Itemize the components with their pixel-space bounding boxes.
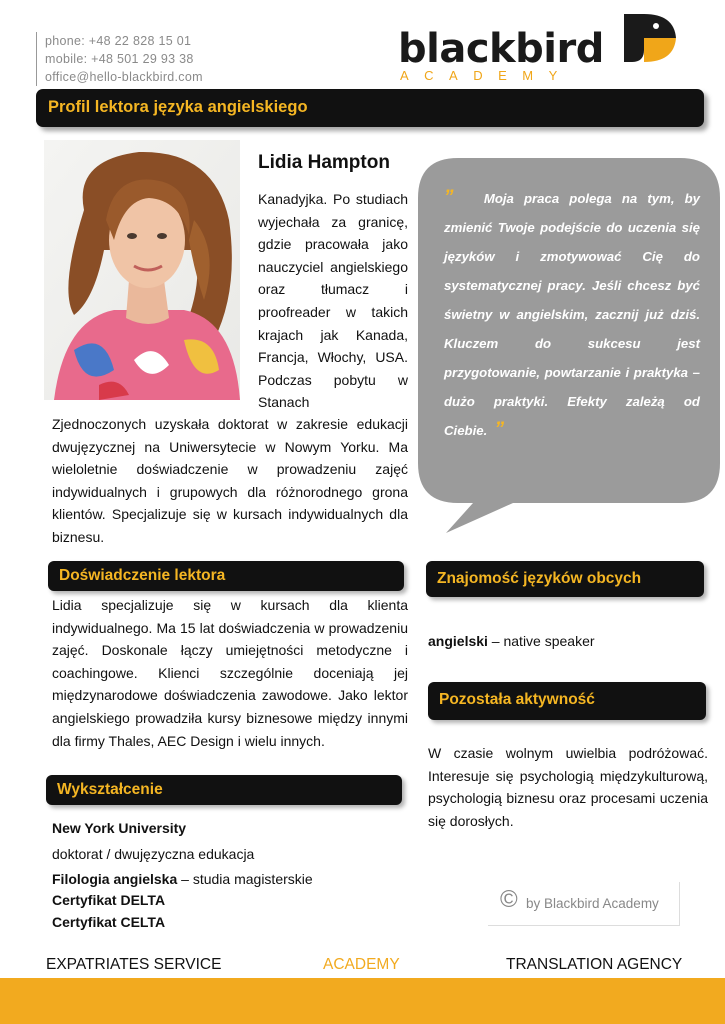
bio-full-text: Zjednoczonych uzyskała doktorat w zakresie edukacji dwujęzycznej na Uniwersytecie w Nowym Yorku. Ma wieloletnie doświadczenie w prowadzeniu zajęć indywidualnych i grupowych dla różnorodnego grona klientów. Specjalizuje się w kursach indywidualnych dla biznesu. [52,416,408,545]
language-name: angielski [428,633,488,649]
mobile-number: mobile: +48 501 29 93 38 [45,52,194,66]
teacher-photo [44,140,240,400]
other-activity-header [428,682,706,720]
philology-line [52,871,313,887]
language-level: – native speaker [487,633,595,649]
languages-title: Znajomość języków obcych [437,570,642,587]
bio-column-text: Kanadyjka. Po studiach wyjechała za granicę, gdzie pracowała jako nauczyciel angielskiego oraz tłumacz i proofreader w takich krajach jak Kanada, Francja, Włochy, USA. Podczas pobytu w Stanach [258,191,408,411]
language-line [428,630,708,653]
copyright-box [488,882,680,926]
degree-text: doktorat / dwujęzyczna edukacja [52,846,255,862]
blackbird-logo[interactable] [398,10,698,90]
certificate-delta: Certyfikat DELTA [52,892,166,908]
certificate-celta: Certyfikat CELTA [52,914,166,930]
email-address[interactable]: office@hello-blackbird.com [45,70,203,84]
philology-rest: – studia magisterskie [177,871,313,887]
page-title: Profil lektora języka angielskiego [48,98,308,116]
experience-header [48,561,404,591]
quote-text [444,184,700,445]
bird-icon [622,10,678,66]
other-activity-text: W czasie wolnym uwielbia podróżować. Interesuje się psychologią międzykulturową, psychologią biznesu oraz procesami uczenia się dorosłych. [428,745,708,829]
footer-stripe [0,978,725,1024]
logo-wordmark: blackbird [398,26,604,72]
philology-bold: Filologia angielska [52,871,178,887]
university-name: New York University [52,820,187,836]
experience-text: Lidia specjalizuje się w kursach dla klienta indywidualnego. Ma 15 lat doświadczenia w prowadzeniu zajęć. Doskonale łączy umiejętności metodyczne i coachingowe. Klienci szczególnie doceniają jej międzynarodowe doświadczenia zawodowe. Jako lektor angielskiego prowadziła kursy biznesowe między innymi dla firmy Thales, AEC Design i wielu innych. [52,597,408,749]
contact-info [36,32,203,86]
experience-title: Doświadczenie lektora [59,567,226,584]
education-header [46,775,402,805]
quote-body: Moja praca polega na tym, by zmienić Twoje podejście do uczenia się języków i zmotywować Cię do systematycznej pracy. Jeśli chcesz być świetny w angielskim, zacznij już dziś. Kluczem do sukcesu jest przygotowanie, powtarzanie i praktyka – dużo praktyki. Efekty zależą od Ciebie. [444,191,700,438]
education-title: Wykształcenie [57,781,163,798]
footer-link-translation[interactable]: TRANSLATION AGENCY [506,956,683,973]
quote-close-mark: ” [494,419,505,440]
footer-nav [0,956,725,978]
quote-open-mark: ” [444,187,454,208]
footer-link-expatriates[interactable]: EXPATRIATES SERVICE [46,956,222,973]
logo-subtitle: ACADEMY [400,68,573,83]
footer-link-academy[interactable]: ACADEMY [323,956,400,973]
phone-number: phone: +48 22 828 15 01 [45,34,192,48]
copyright-text: by Blackbird Academy [526,896,659,911]
header-bar [36,89,704,127]
copyright-icon: © [500,886,518,913]
teacher-name: Lidia Hampton [258,152,390,173]
languages-header [426,561,704,597]
other-activity-title: Pozostała aktywność [439,691,595,708]
